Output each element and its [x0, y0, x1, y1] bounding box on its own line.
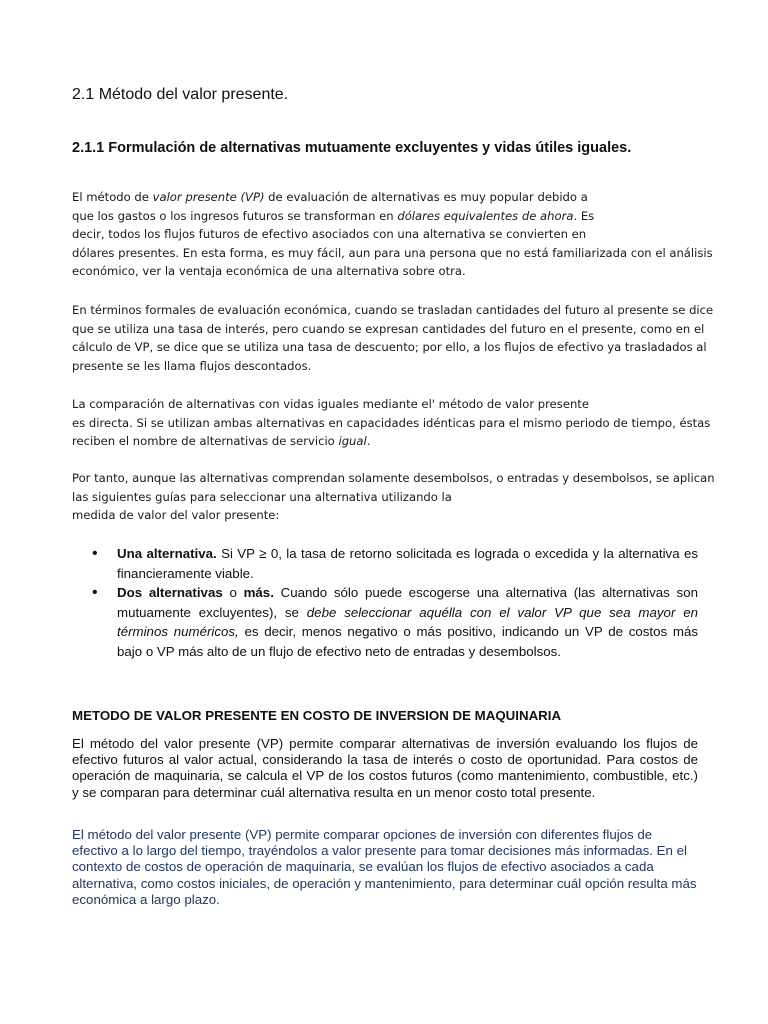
machinery-paragraph: El método del valor presente (VP) permite comparar alternativas de inversión evaluando los flujos de efectivo futuros al valor actual, considerando la tasa de interés o costo de oportunidad. Para costos de operación de maquinaria, se calcula el VP de los costos futuros (como mantenimiento, combustible, etc.) y se comparan para determinar cuál alternativa resulta en un menor costo total presente. [72, 736, 698, 800]
text-line: reciben el nombre de alternativas de servicio igual. [72, 434, 371, 449]
text-line: económico, ver la ventaja económica de una alternativa sobre otra. [72, 264, 466, 279]
paragraph-comparison [72, 395, 710, 451]
text-line: cálculo de VP, se dice que se utiliza una tasa de descuento; por ello, a los flujos de efectivo ya trasladados al [72, 340, 707, 355]
list-item: • Dos alternativas o más. Cuando sólo puede escogerse una alternativa (las alternativas son mutuamente excluyentes), se debe seleccionar aquélla con el valor VP que sea mayor en términos numéricos, es decir, menos negativo o más positivo, indicando un VP de costos más bajo o VP más alto de un flujo de efectivo neto de entradas y desembolsos. [92, 584, 698, 659]
bullet-icon: • [92, 584, 98, 601]
text-line: que se utiliza una tasa de interés, pero cuando se expresan cantidades del futuro en el presente, como en el [72, 321, 705, 336]
bullet-icon: • [92, 545, 98, 562]
text-line: presente se les llama flujos descontados. [72, 358, 312, 373]
list-item: • Una alternativa. Si VP ≥ 0, la tasa de retorno solicitada es lograda o excedida y la alternativa es financieramente viable. [92, 545, 699, 581]
paragraph-intro [72, 188, 713, 281]
text-line: medida de valor del valor presente: [72, 508, 280, 523]
text-line: Por tanto, aunque las alternativas comprendan solamente desembolsos, o entradas y desembolsos, se aplican [72, 471, 715, 485]
subsection-heading: 2.1.1 Formulación de alternativas mutuamente excluyentes y vidas útiles iguales. [72, 140, 632, 156]
paragraph-guidelines [72, 469, 715, 525]
text-line: es directa. Si se utilizan ambas alternativas en capacidades idénticas para el mismo periodo de tiempo, éstas [72, 415, 711, 430]
machinery-paragraph-blue: El método del valor presente (VP) permite comparar opciones de inversión con diferentes flujos de efectivo a lo largo del tiempo, trayéndolos a valor presente para tomar decisiones más informadas. En el contexto de costos de operación de maquinaria, se evalúan los flujos de efectivo asociados a cada alternativa, como costos iniciales, de operación y mantenimiento, para determinar cuál opción resulta más económica a largo plazo. [72, 827, 697, 907]
guidelines-list [72, 544, 698, 661]
text-line: las siguientes guías para seleccionar una alternativa utilizando la [72, 489, 452, 504]
machinery-section-title: METODO DE VALOR PRESENTE EN COSTO DE INVERSION DE MAQUINARIA [72, 708, 562, 723]
text-line: dólares presentes. En esta forma, es muy fácil, aun para una persona que no está familiarizada con el análisis [72, 245, 713, 260]
text-line: decir, todos los flujos futuros de efectivo asociados con una alternativa se convierten en [72, 227, 587, 242]
paragraph-formal-terms [72, 301, 713, 375]
text-line: En términos formales de evaluación económica, cuando se trasladan cantidades del futuro al presente se dice [72, 303, 714, 317]
text-line: que los gastos o los ingresos futuros se transforman en dólares equivalentes de ahora. Es [72, 208, 595, 223]
text-line: La comparación de alternativas con vidas iguales mediante el' método de valor presente [72, 397, 589, 411]
text-line: El método de valor presente (VP) de evaluación de alternativas es muy popular debido a [72, 190, 588, 204]
section-heading: 2.1 Método del valor presente. [72, 86, 289, 103]
